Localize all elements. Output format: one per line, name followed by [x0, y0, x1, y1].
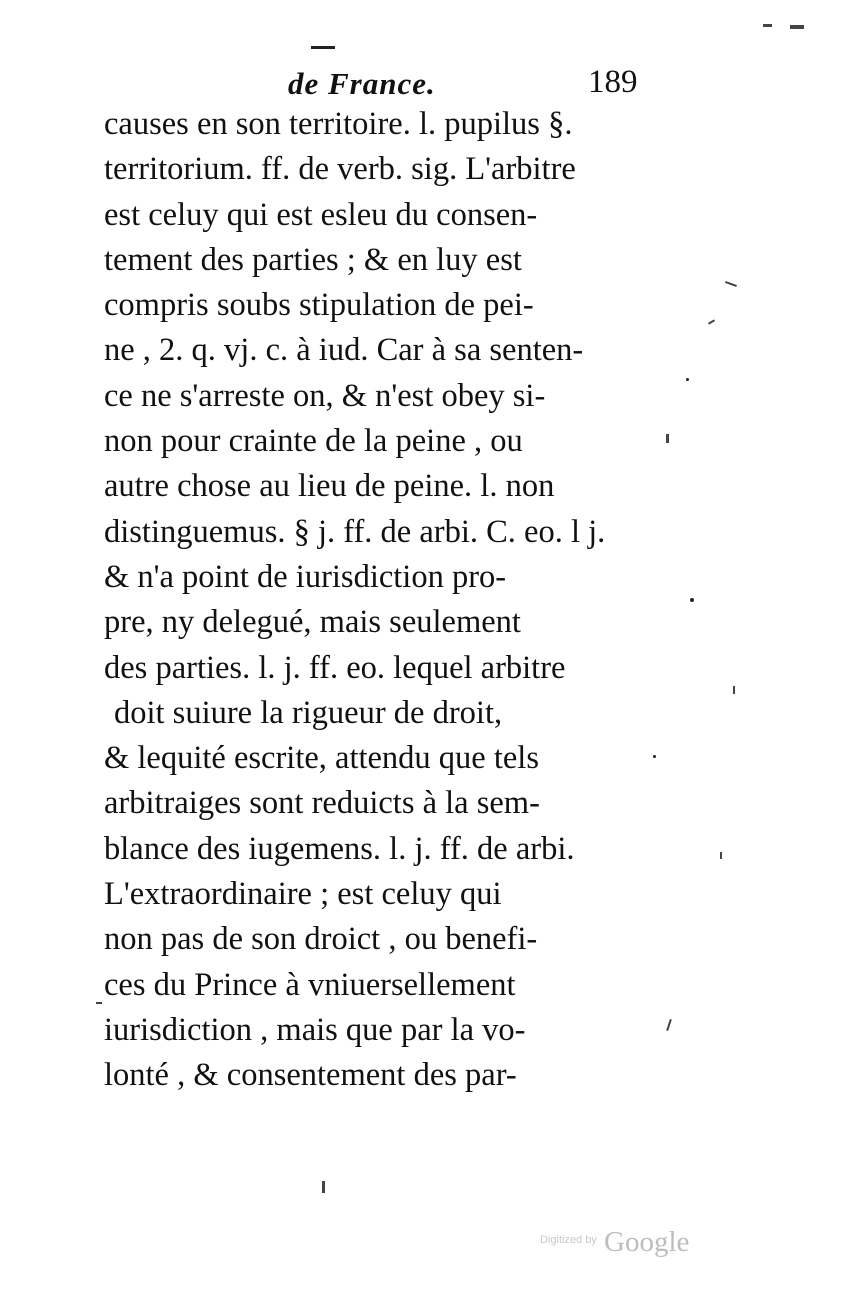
margin-speck	[720, 852, 722, 859]
text-line: pre, ny delegué, mais seulement	[104, 604, 521, 641]
text-line: ce ne s'arreste on, & n'est obey si-	[104, 377, 546, 414]
margin-speck	[666, 1019, 672, 1031]
margin-speck	[653, 755, 656, 758]
margin-speck	[790, 25, 804, 29]
text-line: lonté , & consentement des par-	[104, 1057, 517, 1094]
margin-speck	[733, 686, 735, 694]
text-line: iurisdiction , mais que par la vo-	[104, 1011, 526, 1048]
text-line: blance des iugemens. l. j. ff. de arbi.	[104, 830, 575, 867]
margin-speck	[763, 24, 772, 27]
text-line: distinguemus. § j. ff. de arbi. C. eo. l j.	[104, 513, 606, 550]
page-number: 189	[588, 64, 638, 100]
header-rule	[311, 46, 335, 49]
text-line: tement des parties ; & en luy est	[104, 241, 522, 278]
digitized-by-label: Digitized by	[540, 1234, 597, 1246]
google-watermark: Google	[604, 1226, 690, 1258]
margin-speck	[322, 1181, 325, 1193]
body-text	[104, 102, 644, 1099]
text-line: ces du Prince à vniuersellement	[104, 966, 516, 1003]
text-line: doit suiure la rigueur de droit,	[114, 694, 503, 731]
text-line: ne , 2. q. vj. c. à iud. Car à sa senten-	[104, 332, 584, 369]
text-line: & n'a point de iurisdiction pro-	[104, 558, 507, 595]
margin-speck	[690, 598, 694, 602]
margin-speck	[708, 319, 715, 324]
margin-speck	[725, 281, 737, 287]
text-line: causes en son territoire. l. pupilus §.	[104, 106, 573, 142]
margin-speck	[96, 1002, 102, 1004]
margin-speck	[686, 378, 689, 381]
text-line: arbitraiges sont reduicts à la sem-	[104, 785, 540, 822]
margin-speck	[666, 434, 669, 443]
text-line: territorium. ff. de verb. sig. L'arbitre	[104, 151, 576, 188]
text-line: compris soubs stipulation de pei-	[104, 287, 534, 324]
text-line: non pour crainte de la peine , ou	[104, 423, 523, 460]
text-line: L'extraordinaire ; est celuy qui	[104, 876, 502, 913]
text-line: non pas de son droict , ou benefi-	[104, 921, 538, 958]
text-line: autre chose au lieu de peine. l. non	[104, 468, 555, 505]
text-line: des parties. l. j. ff. eo. lequel arbitre	[104, 649, 566, 686]
running-head: de France.	[288, 66, 436, 101]
text-line: & lequité escrite, attendu que tels	[104, 740, 539, 777]
text-line: est celuy qui est esleu du consen-	[104, 196, 538, 233]
